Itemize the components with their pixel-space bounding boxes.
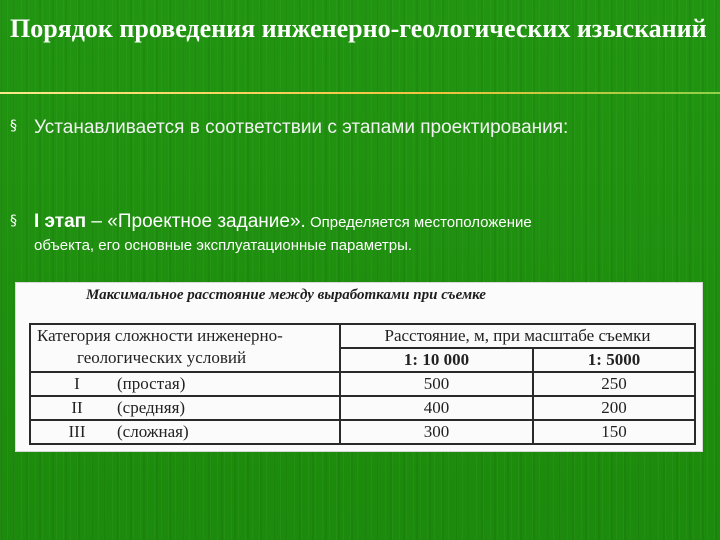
table-row — [30, 420, 695, 444]
row-category — [30, 396, 340, 420]
stage-dash: – — [86, 211, 108, 232]
row-roman: I — [74, 374, 80, 393]
header-category — [30, 324, 340, 372]
stage-description-line1: Определяется местоположение — [305, 214, 532, 231]
row-category — [30, 372, 340, 396]
row-label: (средняя) — [117, 398, 186, 417]
stage-description-line2: объекта, его основные эксплуатационные параметры. — [34, 237, 413, 254]
slide-title: Порядок проведения инженерно-геологических изысканий — [10, 14, 707, 43]
table-row — [30, 396, 695, 420]
bullet-text: Устанавливается в соответствии с этапами проектирования: — [34, 117, 569, 138]
header-category-line1: Категория сложности инженерно- — [37, 326, 283, 345]
row-label: (простая) — [117, 374, 186, 393]
header-scale-5000: 1: 5000 — [533, 348, 695, 372]
row-label: (сложная) — [117, 422, 189, 441]
distance-table — [29, 323, 696, 445]
table-header-row — [30, 324, 695, 348]
bullet-marker-icon: § — [10, 118, 17, 134]
stage-name: «Проектное задание». — [107, 211, 306, 232]
row-value-10000: 500 — [340, 372, 533, 396]
row-value-10000: 400 — [340, 396, 533, 420]
row-value-5000: 250 — [533, 372, 695, 396]
row-roman: II — [71, 398, 83, 417]
distance-table-image — [16, 283, 702, 451]
bullet-marker-icon: § — [10, 213, 17, 229]
bullet-item-stages — [10, 116, 650, 140]
header-scale-10000: 1: 10 000 — [340, 348, 533, 372]
title-divider — [0, 92, 720, 94]
stage-label: I этап — [34, 211, 87, 232]
row-value-5000: 150 — [533, 420, 695, 444]
row-value-5000: 200 — [533, 396, 695, 420]
row-value-10000: 300 — [340, 420, 533, 444]
row-category — [30, 420, 340, 444]
header-distance: Расстояние, м, при масштабе съемки — [340, 324, 695, 348]
bullet-item-stage-one — [10, 210, 700, 257]
row-roman: III — [68, 422, 86, 441]
table-caption: Максимальное расстояние между выработками при съемке — [86, 287, 486, 303]
header-category-line2: геологических условий — [77, 348, 247, 367]
table-row — [30, 372, 695, 396]
